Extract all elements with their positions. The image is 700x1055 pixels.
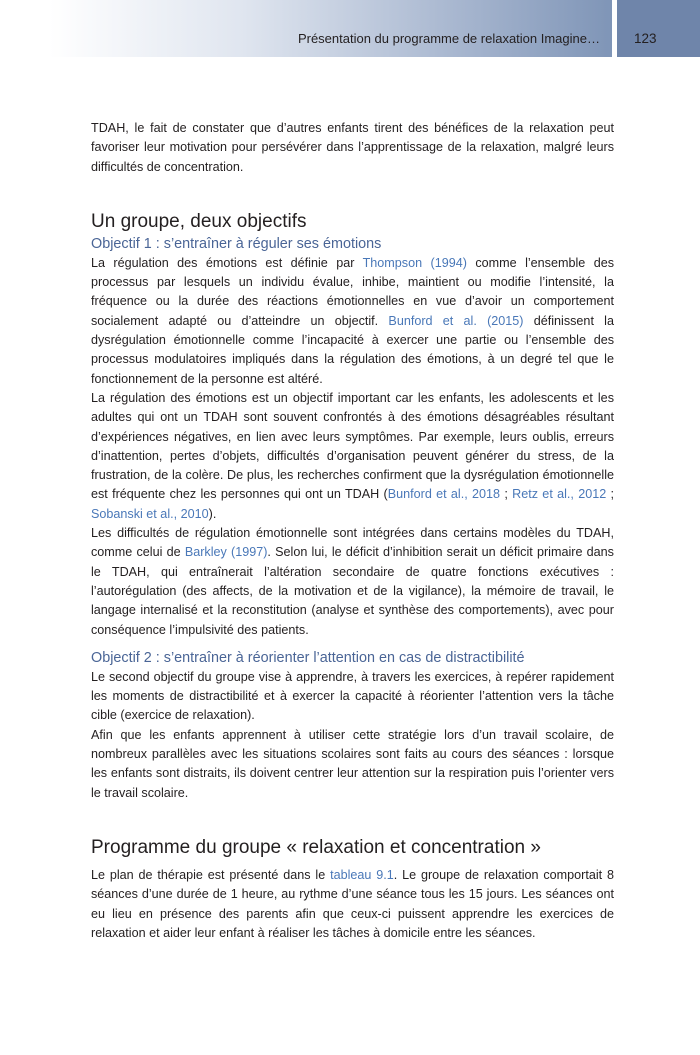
paragraph-emotion-regulation-definition: La régulation des émotions est définie par Thompson (1994) comme l’ensemble des processus par lesquels un individu évalue, inhibe, maintient ou modifie l’intensité, la fréquence ou la durée des réactions émotionnelles en vue d’avoir un comportement socialement adapté ou d’atteindre un objectif. Bunford et al. (2015) définissent la dysrégulation émotionnelle comme l’incapacité à exercer une partie ou l’ensemble des processus modulatoires impliqués dans la régulation des émotions, à un degré tel que le fonctionnement de la personne est altéré. [91, 255, 615, 386]
citation-link-sobanski-2010[interactable]: Sobanski et al., 2010 [91, 506, 209, 521]
subheading-objective-2: Objectif 2 : s’entraîner à réorienter l’attention en cas de distractibilité [91, 649, 525, 666]
paragraph-barkley-model: Les difficultés de régulation émotionnelle sont intégrées dans certains modèles du TDAH, comme celui de Barkley (1997). Selon lui, le déficit d’inhibition serait un déficit primaire dans le TDAH, qui entraînerait l’altération secondaire de quatre fonctions exécutives : l’autorégulation (des affects, de la motivation et de la vigilance), la mémoire de travail, le langage internalisé et la reconstitution (analyse et synthèse des comportements), avec pour conséquence l’impulsivité des patients. [91, 526, 614, 637]
paragraph-objective-2-school: Afin que les enfants apprennent à utiliser cette stratégie lors d’un travail scolaire, de nombreux parallèles avec les situations scolaires sont faits au cours des séances : lorsque les enfants sont distraits, ils doivent centrer leur attention sur la respiration puis l’orienter vers le travail scolaire. [91, 727, 614, 800]
page-body [91, 119, 614, 943]
header-gradient-band [0, 0, 612, 57]
section-heading-objectives: Un groupe, deux objectifs [91, 210, 307, 232]
citation-link-retz-2012[interactable]: Retz et al., 2012 [512, 487, 607, 502]
intro-paragraph: TDAH, le fait de constater que d’autres enfants tirent des bénéfices de la relaxation peut favoriser leur motivation pour persévérer dans l’apprentissage de la relaxation, malgré leurs difficultés de concentration. [91, 121, 614, 174]
citation-link-bunford-2018[interactable]: Bunford et al., 2018 [387, 487, 501, 502]
paragraph-emotion-regulation-importance: La régulation des émotions est un objectif important car les enfants, les adolescents et les adultes qui ont un TDAH sont souvent confrontés à des émotions désagréables résultant d’expériences négatives, en lien avec leurs symptômes. Par exemple, leurs oublis, erreurs d’inattention, pertes d’objets, difficultés d’organisation peuvent générer du stress, de la frustration, de la colère. De plus, les recherches confirment que la dysrégulation émotionnelle est fréquente chez les personnes qui ont un TDAH (Bunford et al., 2018 ; Retz et al., 2012 ; Sobanski et al., 2010). [91, 390, 615, 521]
running-title: Présentation du programme de relaxation Imagine… [297, 31, 600, 46]
page-number: 123 [634, 31, 657, 46]
running-header [0, 0, 700, 57]
subheading-objective-1: Objectif 1 : s’entraîner à réguler ses émotions [91, 235, 382, 252]
section-heading-program: Programme du groupe « relaxation et concentration » [91, 836, 541, 858]
paragraph-objective-2-goal: Le second objectif du groupe vise à apprendre, à travers les exercices, à repérer rapidement les moments de distractibilité et à exercer la capacité à réorienter l’attention vers la tâche cible (exercice de relaxation). [91, 669, 614, 723]
citation-link-thompson-1994[interactable]: Thompson (1994) [362, 255, 467, 270]
citation-link-barkley-1997[interactable]: Barkley (1997) [184, 545, 268, 560]
citation-link-bunford-2015[interactable]: Bunford et al. (2015) [388, 313, 524, 328]
paragraph-therapy-plan: Le plan de thérapie est présenté dans le tableau 9.1. Le groupe de relaxation comportait 8 séances d’une durée de 1 heure, au rythme d’une séance tous les 15 jours. Les séances ont eu lieu en présence des parents afin que ceux-ci puissent apprendre les exercices de relaxation et aider leur enfant à réaliser les tâches à domicile entre les séances. [91, 867, 615, 940]
table-link-9-1[interactable]: tableau 9.1 [330, 867, 394, 882]
page-number-box [617, 0, 700, 57]
